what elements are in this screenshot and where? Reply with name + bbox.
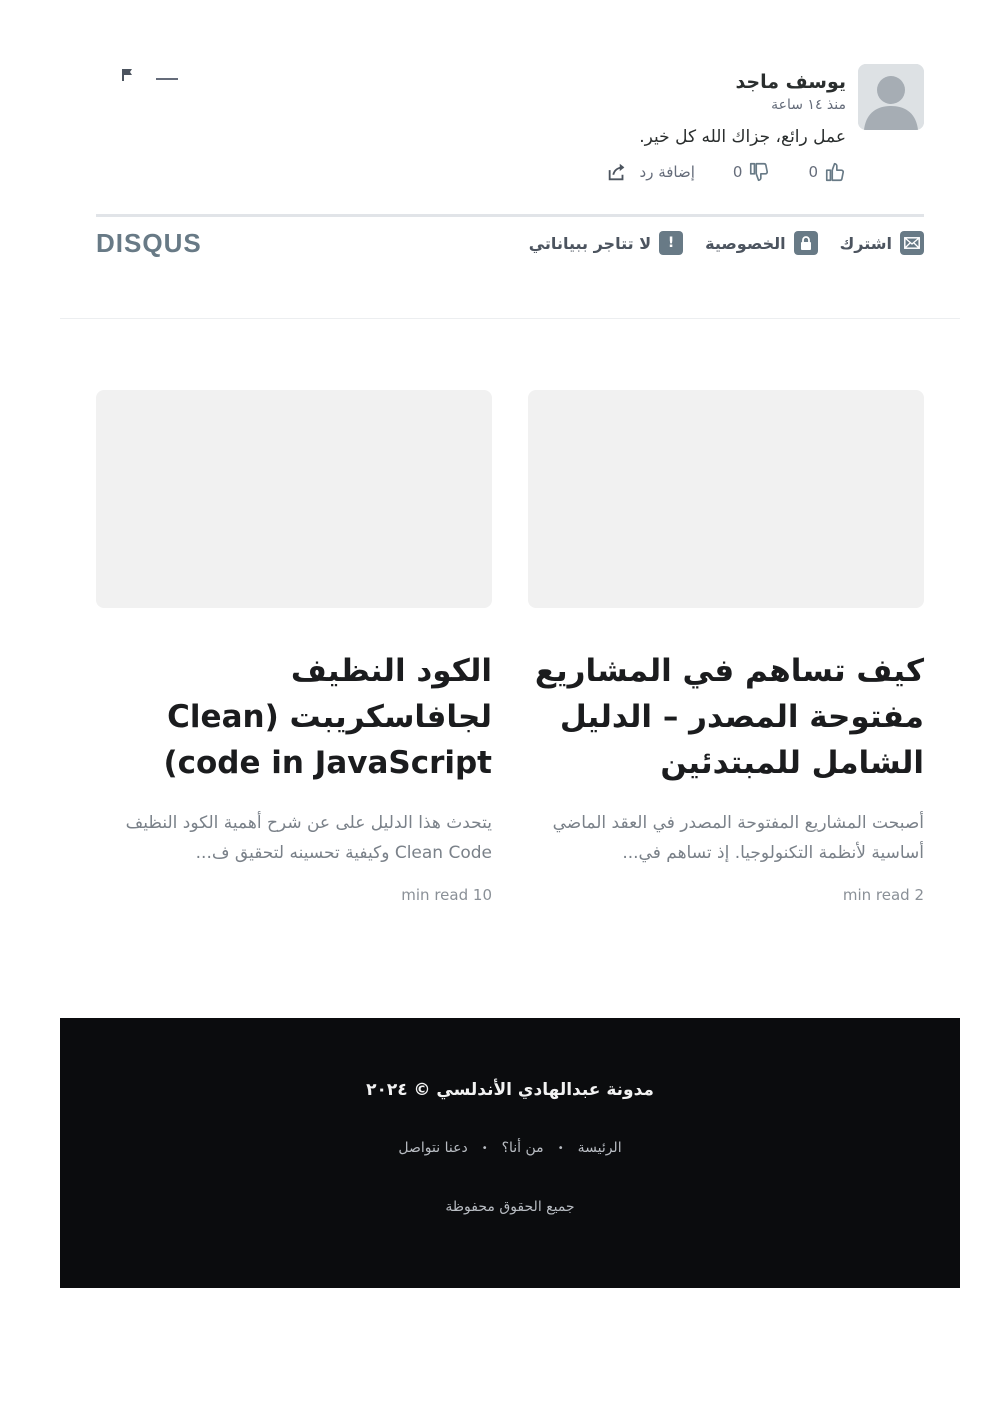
lock-icon (794, 231, 818, 255)
footer-link-contact[interactable]: دعنا نتواصل (398, 1140, 468, 1156)
divider (96, 214, 924, 217)
comment-author[interactable]: يوسف ماجد (735, 71, 846, 93)
privacy-link[interactable] (705, 231, 818, 255)
do-not-sell-label: لا تتاجر ببياناتي (528, 233, 652, 253)
user-avatar-icon (858, 64, 924, 130)
comment-actions (146, 160, 846, 184)
comment (96, 62, 924, 202)
downvote-count: 0 (732, 163, 743, 181)
post-title[interactable]: كيف تساهم في المشاريع مفتوحة المصدر – الدليل الشامل للمبتدئين (534, 653, 924, 781)
footer-rights: جميع الحقوق محفوظة (445, 1199, 575, 1215)
disqus-footer (96, 228, 924, 260)
do-not-sell-link[interactable] (529, 231, 683, 255)
thumbs-down-icon (748, 161, 770, 183)
disqus-logo[interactable]: DISQUS (96, 228, 202, 258)
post-card[interactable] (96, 390, 492, 904)
footer-link-home[interactable]: الرئيسة (577, 1140, 622, 1156)
post-thumbnail[interactable] (96, 390, 492, 608)
privacy-label: الخصوصية (705, 233, 786, 253)
post-excerpt: أصبحت المشاريع المفتوحة المصدر في العقد الماضي أساسية لأنظمة التكنولوجيا. إذ تساهم في... (552, 813, 924, 863)
section-divider (60, 318, 960, 319)
disqus-links (529, 231, 924, 255)
thumbs-up-icon (824, 161, 846, 183)
post-read-time: 2 min read (842, 886, 924, 904)
upvote-button[interactable] (808, 161, 846, 183)
separator-dot: • (557, 1142, 564, 1154)
subscribe-link[interactable] (840, 231, 924, 255)
post-title[interactable]: الكود النظيف لجافاسكريبت (Clean code in JavaScript) (163, 653, 492, 781)
post-read-time: 10 min read (401, 886, 492, 904)
site-footer (60, 1018, 960, 1288)
footer-nav (60, 1140, 960, 1156)
share-icon[interactable] (606, 161, 628, 183)
post-card[interactable] (528, 390, 924, 904)
post-thumbnail[interactable] (528, 390, 924, 608)
downvote-button[interactable] (733, 161, 771, 183)
comment-body (146, 62, 846, 184)
comment-tools (120, 68, 178, 82)
alert-icon: ! (659, 231, 683, 255)
reply-button[interactable]: إضافة رد (639, 163, 695, 181)
footer-copyright: مدونة عبدالهادي الأندلسي © ٢٠٢٤ (366, 1080, 654, 1100)
envelope-icon (900, 231, 924, 255)
collapse-icon[interactable] (156, 68, 178, 82)
post-excerpt: يتحدث هذا الدليل على عن شرح أهمية الكود النظيف Clean Code وكيفية تحسينه لتحقيق ف... (125, 813, 492, 863)
flag-icon[interactable] (120, 68, 134, 82)
comment-text: عمل رائع، جزاك الله كل خير. (639, 127, 846, 147)
upvote-count: 0 (808, 163, 818, 181)
footer-link-about[interactable]: من أنا؟ (501, 1140, 544, 1156)
avatar[interactable] (858, 64, 924, 130)
separator-dot: • (481, 1142, 488, 1154)
subscribe-label: اشترك (839, 233, 892, 253)
comment-timestamp[interactable]: منذ ١٤ ساعة (771, 97, 846, 113)
